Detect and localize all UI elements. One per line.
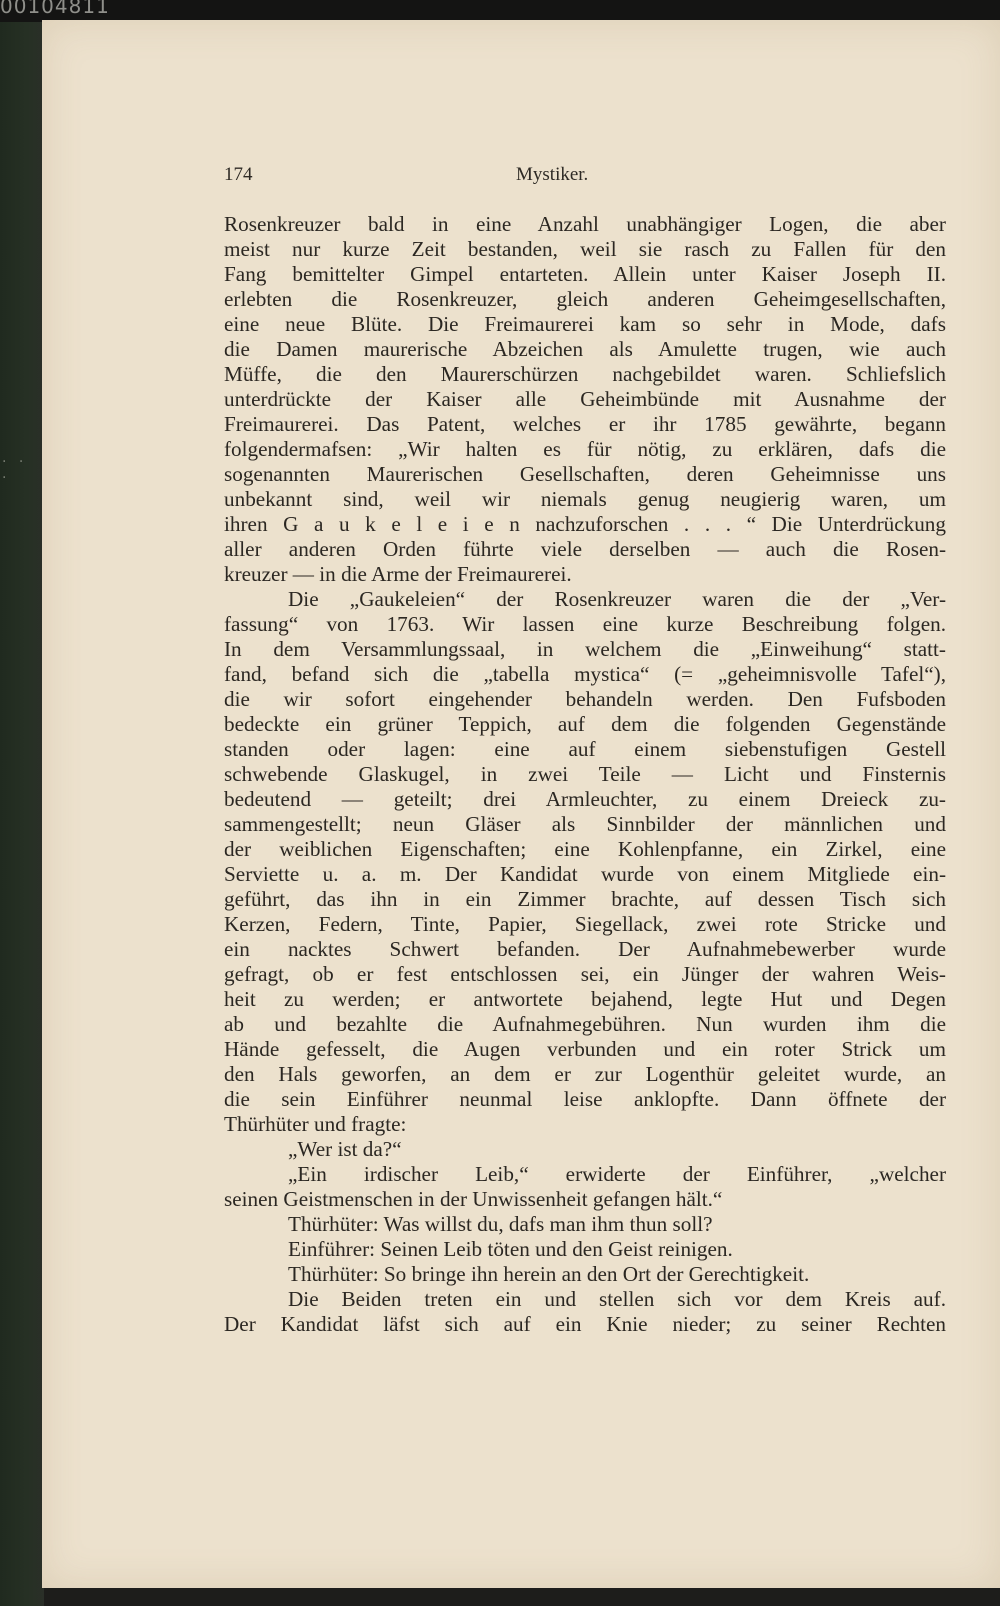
text-line: „Wer ist da?“ (288, 1137, 402, 1161)
text-line: der weiblichen Eigenschaften; eine Kohlenpfanne, ein Zirkel, eine (224, 837, 946, 861)
text-line: ihren G a u k e l e i e n nachzuforschen . . . “ Die Unterdrückung (224, 512, 946, 536)
text-line: erlebten die Rosenkreuzer, gleich anderen Geheimgesellschaften, (224, 287, 946, 311)
page-header (224, 164, 944, 194)
scan-left-edge (0, 22, 44, 1606)
text-line: schwebende Glaskugel, in zwei Teile — Licht und Finsternis (224, 762, 946, 786)
text-line: unterdrückte der Kaiser alle Geheimbünde mit Ausnahme der (224, 387, 946, 411)
text-line: ein nacktes Schwert befanden. Der Aufnahmebewerber wurde (224, 937, 946, 961)
text-line: die sein Einführer neunmal leise anklopfte. Dann öffnete der (224, 1087, 946, 1111)
text-line: Einführer: Seinen Leib töten und den Geist reinigen. (288, 1237, 733, 1261)
running-title: Mystiker. (516, 164, 589, 185)
text-line: sogenannten Maurerischen Gesellschaften, deren Geheimnisse uns (224, 462, 946, 486)
page-number: 174 (224, 164, 253, 185)
text-line: Müffe, die den Maurerschürzen nachgebildet waren. Schliefslich (224, 362, 946, 386)
book-page (42, 20, 1000, 1588)
body-text (224, 212, 946, 1337)
text-line: gefragt, ob er fest entschlossen sei, ein Jünger der wahren Weis- (224, 962, 946, 986)
scan-id: 00104811 (0, 0, 110, 18)
text-line: folgendermafsen: „Wir halten es für nötig, zu erklären, dafs die (224, 437, 946, 461)
text-line: Thürhüter und fragte: (224, 1112, 407, 1136)
text-line: unbekannt sind, weil wir niemals genug neugierig waren, um (224, 487, 946, 511)
text-line: die Damen maurerische Abzeichen als Amulette trugen, wie auch (224, 337, 946, 361)
text-line: Der Kandidat läfst sich auf ein Knie nieder; zu seiner Rechten (224, 1312, 946, 1336)
text-line: kreuzer — in die Arme der Freimaurerei. (224, 562, 572, 586)
text-line: Thürhüter: So bringe ihn herein an den Ort der Gerechtigkeit. (288, 1262, 810, 1286)
text-line: Serviette u. a. m. Der Kandidat wurde von einem Mitgliede ein- (224, 862, 946, 886)
text-line: ab und bezahlte die Aufnahmegebühren. Nun wurden ihm die (224, 1012, 946, 1036)
text-line: den Hals geworfen, an dem er zur Logenthür geleitet wurde, an (224, 1062, 946, 1086)
text-line: Freimaurerei. Das Patent, welches er ihr 1785 gewährte, begann (224, 412, 946, 436)
text-line: bedeckte ein grüner Teppich, auf dem die folgenden Gegenstände (224, 712, 946, 736)
text-line: Fang bemittelter Gimpel entarteten. Allein unter Kaiser Joseph II. (224, 262, 946, 286)
text-line: fassung“ von 1763. Wir lassen eine kurze Beschreibung folgen. (224, 612, 946, 636)
scan-top-strip (0, 0, 1000, 22)
text-line: sammengestellt; neun Gläser als Sinnbilder der männlichen und (224, 812, 946, 836)
text-line: In dem Versammlungssaal, in welchem die „Einweihung“ statt- (224, 637, 946, 661)
edge-marks: · · · (2, 454, 28, 486)
text-line: Die Beiden treten ein und stellen sich vor dem Kreis auf. (288, 1287, 946, 1311)
text-line: Rosenkreuzer bald in eine Anzahl unabhängiger Logen, die aber (224, 212, 946, 236)
text-line: Die „Gaukeleien“ der Rosenkreuzer waren die der „Ver- (288, 587, 946, 611)
text-line: die wir sofort eingehender behandeln werden. Den Fufsboden (224, 687, 946, 711)
text-line: „Ein irdischer Leib,“ erwiderte der Einführer, „welcher (288, 1162, 946, 1186)
text-line: geführt, das ihn in ein Zimmer brachte, auf dessen Tisch sich (224, 887, 946, 911)
text-line: seinen Geistmenschen in der Unwissenheit gefangen hält.“ (224, 1187, 723, 1211)
text-line: aller anderen Orden führte viele derselben — auch die Rosen- (224, 537, 946, 561)
text-line: Hände gefesselt, die Augen verbunden und ein roter Strick um (224, 1037, 946, 1061)
text-line: heit zu werden; er antwortete bejahend, legte Hut und Degen (224, 987, 946, 1011)
text-line: bedeutend — geteilt; drei Armleuchter, zu einem Dreieck zu- (224, 787, 946, 811)
text-line: standen oder lagen: eine auf einem siebenstufigen Gestell (224, 737, 946, 761)
text-line: Kerzen, Federn, Tinte, Papier, Siegellack, zwei rote Stricke und (224, 912, 946, 936)
text-line: Thürhüter: Was willst du, dafs man ihm thun soll? (288, 1212, 713, 1236)
text-line: eine neue Blüte. Die Freimaurerei kam so sehr in Mode, dafs (224, 312, 946, 336)
text-line: fand, befand sich die „tabella mystica“ (= „geheimnisvolle Tafel“), (224, 662, 946, 686)
text-line: meist nur kurze Zeit bestanden, weil sie rasch zu Fallen für den (224, 237, 946, 261)
